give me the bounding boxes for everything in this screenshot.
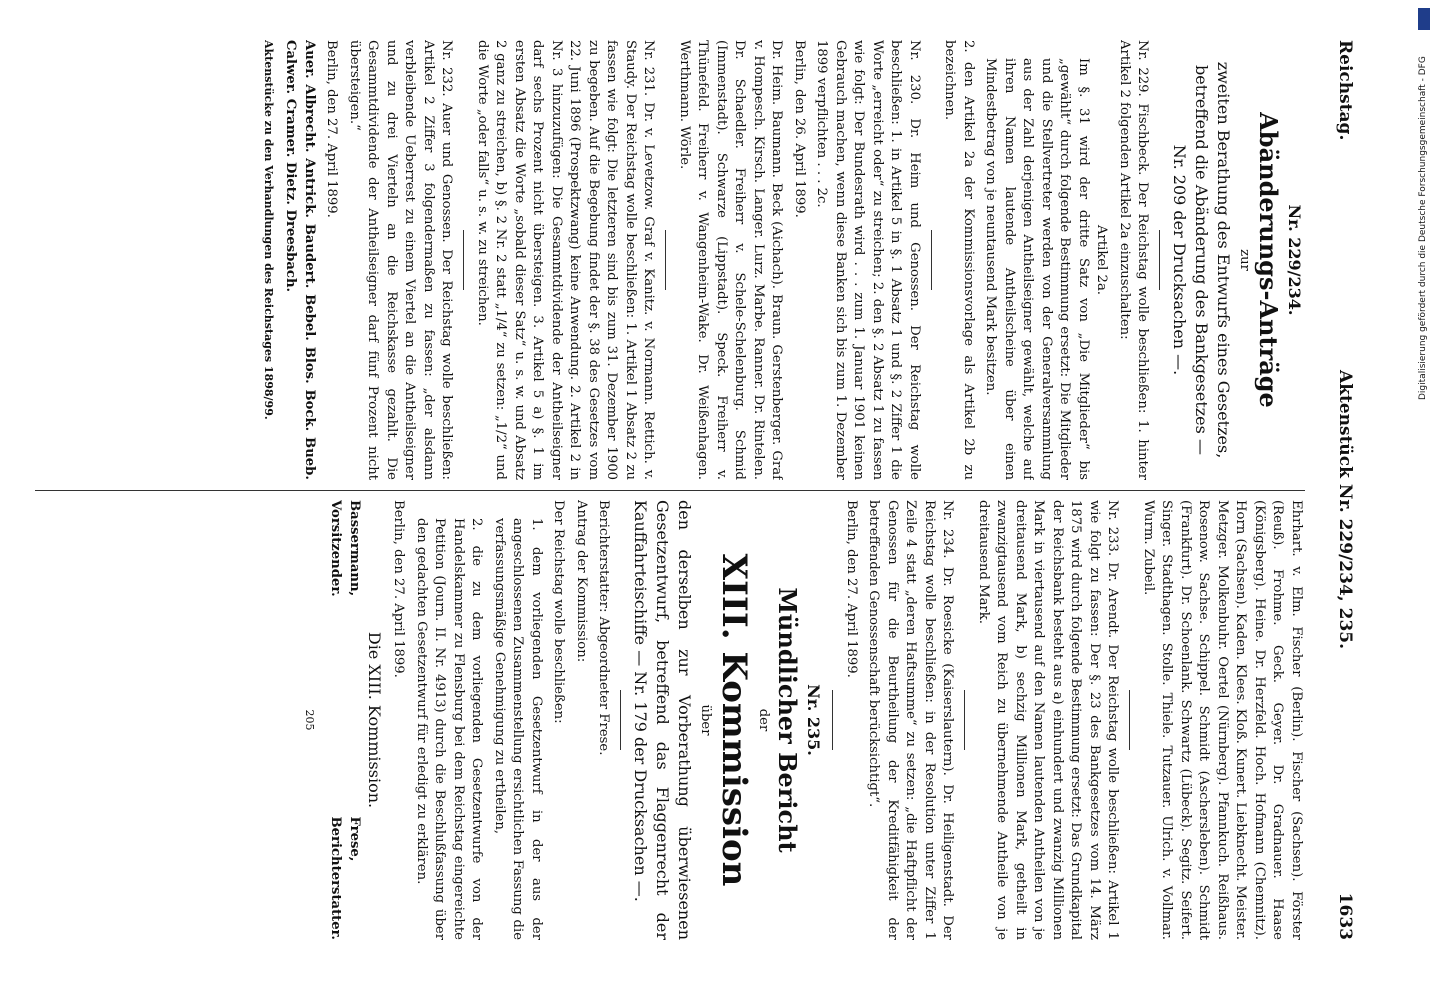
motion-230: Nr. 230. Dr. Heim und Genossen. Der Reichstag wolle beschließen: 1. in Artikel 5 in §. 1 Absatz 1 und §. 2 Ziffer 1 die Worte „erreicht oder“ zu streichen; 2. den §. 2 Absatz 1 zu fassen wie folgt: Der Bundesrath wird . . . zum 1. Januar 1901 keinen Gebrauch machen, wenn diese Banken sich bis zum 1. Dezember 1899 verpflichten . . . 2c. [814,40,922,480]
signatures [326,500,363,940]
header-left: Reichstag. [1335,40,1355,141]
motion-231: Nr. 231. Dr. v. Levetzow. Graf v. Kanitz. v. Normann. Rettich. v. Staudy. Der Reichstag wolle beschließen: 1. Artikel 1 Absatz 2 zu fassen wie folgt: Die letzteren sind bis zum 31. Dezember 1900 zu begeben. Auf die Begebung findet der §. 38 des Gesetzes vom 22. Juni 1896 (Prospektzwang) keine Anwendung. 2. Artikel 2 in Nr. 3 hinzuzufügen: Die Gesammtdividende der Antheilseigner darf sechs Prozent nicht übersteigen. 3. Artikel 5 a) §. 1 im ersten Absatz die Worte „sobald dieser Satz“ u. s. w. und Absatz 2 ganz zu streichen, b) §. 2 Nr. 2 statt „1/4“ zu setzen: „1/2“ und die Worte „oder falls“ u. s. w. zu streichen. [475,40,657,480]
separator [833,690,834,750]
report-title: Mündlicher Bericht [773,587,803,853]
rapporteur-name: Frese, [347,816,362,862]
left-column [15,40,1305,480]
rotated-document [10,0,1410,1000]
page-number: 1633 [1335,892,1355,940]
sheet-number: 205 [303,709,316,731]
report-ueber: über [698,704,713,736]
commission-sign: Die XIII. Kommission. [365,631,384,809]
motion-232-date: Berlin, den 27. April 1899. [324,40,340,218]
resolution-intro: Der Reichstag wolle beschließen: [551,500,567,724]
digitization-note [1418,20,1430,980]
digitization-text: Digitalisierung gefördert durch die Deutsche Forschungsgemeinschaft - DFG [1418,56,1428,400]
motion-233: Nr. 233. Dr. Arendt. Der Reichstag wolle beschließen: Artikel 1 wie folgt zu fassen: Der §. 23 des Bankgesetzes vom 14. März 1875 wird durch folgende Bestimmung ersetzt: Das Grundkapital der Reichsbank besteht aus a) einhundert und zwanzig Millionen Mark in viertausend auf den Namen lautenden Antheilen von je dreitausend Mark, b) sechzig Millionen Mark, getheilt in zwanzigtausend vom Reich zu übernehmende Antheile von je dreitausend Mark. [976,500,1121,940]
chair-role: Vorsitzender. [328,500,344,597]
motion-229-text: Im §. 31 wird der dritte Satz von „Die Mitglieder“ bis „gewählt“ durch folgende Bestimmung ersetzt: Die Mitglieder und die Stellvertreter werden von der Generalversammlung aus der Zahl derjenigen Antheilseigner gewählt, welche auf ihren Namen lautende Antheilscheine über einen Mindestbetrag von je neuntausend Mark besitzen. [983,58,1091,480]
motion-230-signers: Dr. Heim. Baumann. Beck (Aichach). Braun. Gerstenberger. Graf v. Hompesch. Kirsch. Langer. Lurz. Marbe. Ranner. Dr. Rintelen. Dr. Schaedler. Freiherr v. Schele-Schelenburg. Schmid (Immenstadt). Schwarze (Lippstadt). Speck. Freiherr v. Thünefeld. Freiherr v. Wangenheim-Wake. Dr. Weißenhagen. Werthmann. Wörle. [677,40,785,480]
separator [1130,690,1131,750]
motion-230-date: Berlin, den 26. April 1899. [792,40,807,218]
signers-continued: Ehrhart. v. Elm. Fischer (Berlin). Fischer (Sachsen). Förster (Reuß). Frohme. Geck. Geyer. Dr. Gradnauer. Haase (Königsberg). Heine. Dr. Herzfeld. Hoch. Hofmann (Chemnitz). Horn (Sachsen). Kaden. Klees. Kloß. Kunert. Liebknecht. Meister. Metzger. Molkenbuhr. Oertel (Nürnberg). Pfannkuch. Reißhaus. Rosenow. Sachse. Schippel. Schmidt (Aschersleben). Schmidt (Frankfurt). Dr. Schoenlank. Schwartz (Lübeck). Segitz. Seifert. Singer. Stadthagen. Stolle. Thiele. Tutzauer. Ulrich. v. Vollmar. Wurm. Zubeil. [1141,500,1304,940]
motion-234: Nr. 234. Dr. Roesicke (Kaiserslautern). Dr. Heiligenstadt. Der Reichstag wolle beschließen: in der Resolution unter Ziffer 1 Zeile 4 statt „deren Haftsumme“ zu setzen: „die Haftpflicht der Genossen für die Beurtheilung der Kreditfähigkeit der betreffenden Genossenschaft berücksichtigt“. [866,500,956,940]
doc-sub2: betreffend die Abänderung des Bankgesetzes — [1192,65,1212,455]
doc-zur: zur [1237,249,1252,271]
doc-sub1: zweiten Berathung des Entwurfs eines Gesetzes, [1214,61,1234,459]
right-column [15,500,1305,940]
column-divider [35,490,1305,491]
resolution-item1: 1. dem vorliegenden Gesetzentwurf in der aus der angeschlossenen Zusammenstellung ersichtlichen Fassung die verfassungsmäßige Genehmigung zu ertheilen, [492,518,544,940]
article-2a-heading: Artikel 2a. [1094,225,1110,295]
doc-title: Abänderungs-Anträge [1254,112,1283,408]
motion-229: Nr. 229. Fischbeck. Der Reichstag wolle beschließen: 1. hinter Artikel 2 folgenden Artikel 2a einzuschalten: [1117,40,1151,480]
chair-name: Bassermann, [347,500,362,597]
motion-232: Nr. 232. Auer und Genossen. Der Reichstag wolle beschließen: Artikel 2 Ziffer 3 folgendermaßen zu fassen: „der alsdann verbleibende Ueberrest zu einem Viertel an die Antheilseigner und zu drei Vierteln an die Reichskasse gezahlt. Die Gesammtdividende der Antheilseigner darf fünf Prozent nicht übersteigen.“ [347,40,455,480]
separator [965,690,966,750]
separator [1160,230,1161,290]
motion-229-item2: 2. den Artikel 2a der Kommissionsvorlage als Artikel 2b zu bezeichnen. [942,40,976,480]
report-date: Berlin, den 27. April 1899. [391,500,407,678]
report-number: Nr. 235. [804,684,824,756]
report-subject: den derselben zur Vorberathung überwiesenen Gesetzentwurf, betreffend das Flaggenrecht der Kauffahrteischiffe — Nr. 179 der Drucksachen —. [631,500,695,940]
report-der: der [756,708,772,732]
report-commission: XIII. Kommission [714,553,754,887]
header-center: Aktenstück Nr. 229/234, 235. [1335,370,1355,650]
separator [464,230,465,290]
doc-number: Nr. 229/234. [1285,204,1304,316]
rapporteur-role: Berichterstatter. [328,816,344,940]
separator [931,230,932,290]
page-footer: Aktenstücke zu den Verhandlungen des Reichstages 1898/99. [262,40,275,420]
separator [666,230,667,290]
motion-232-signers: Auer. Albrecht. Antrick. Baudert. Bebel. Blos. Bock. Bueb. Calwer. Cramer. Dietz. Dreesbach. [283,40,317,480]
resolution-item2: 2. die zu dem vorliegenden Gesetzentwurfe von der Handelskammer zu Flensburg bei dem Reichstag eingereichte Petition (Journ. II. Nr. 4913) durch die Beschlußfassung über den gedachten Gesetzentwurf für erledigt zu erklären. [414,518,485,940]
page-header [1329,40,1355,940]
separator [621,690,622,750]
doc-sub3: Nr. 209 der Drucksachen —. [1170,144,1190,376]
motion-234-date: Berlin, den 27. April 1899. [844,500,859,678]
rapporteur: Berichterstatter: Abgeordneter Frese. [596,500,612,756]
commission-motion: Antrag der Kommission: [574,500,589,663]
